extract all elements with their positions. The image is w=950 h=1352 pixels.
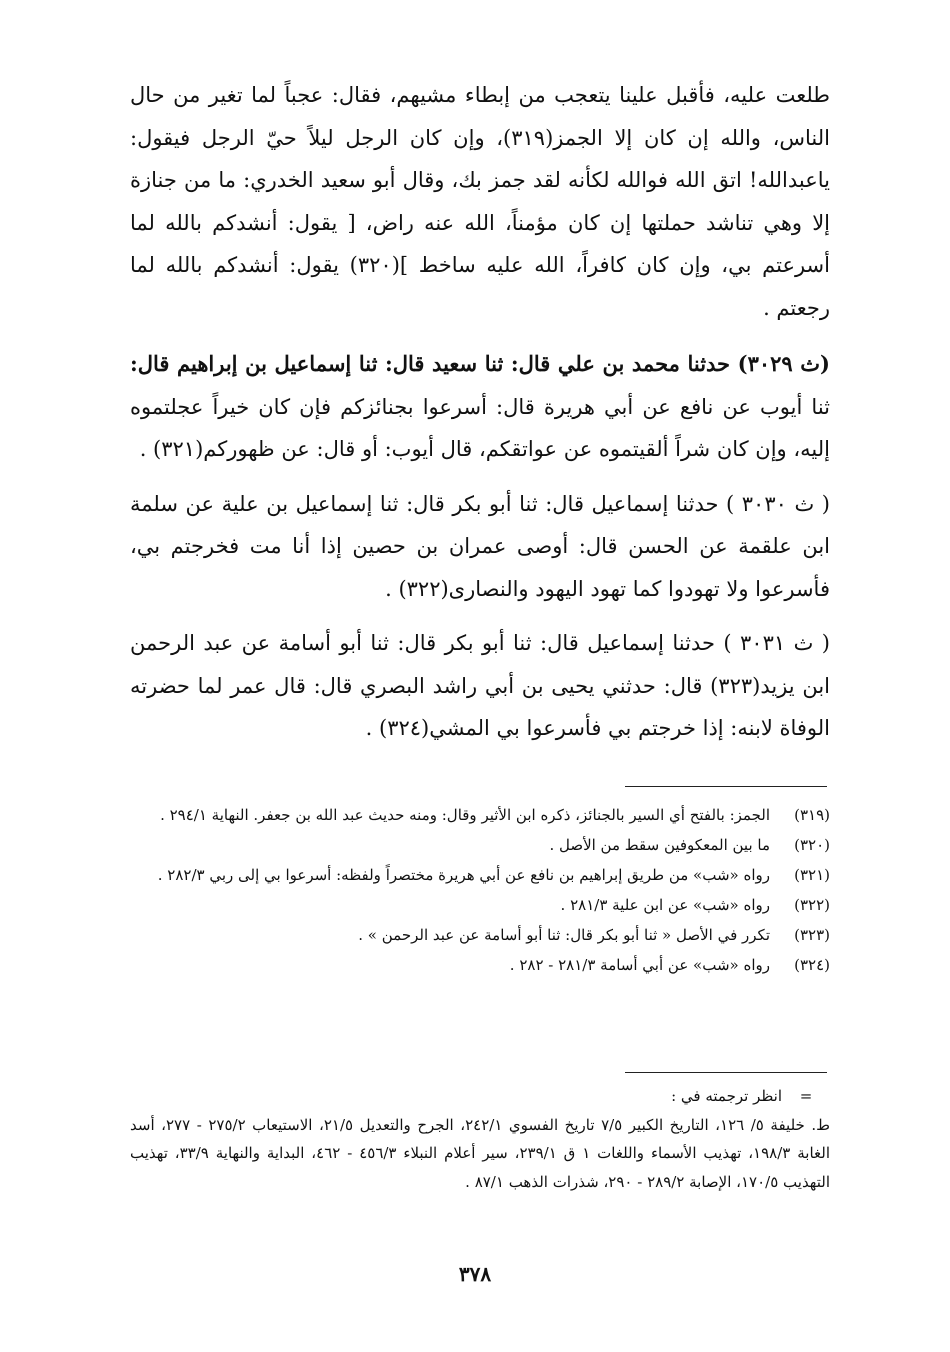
- footnote-319: [130, 800, 830, 830]
- hadith-3029: [130, 343, 830, 471]
- hadith-3029-isnad: (ث ٣٠٢٩) حدثنا محمد بن علي قال: ثنا سعيد قال: ثنا إسماعيل بن إبراهيم قال:: [130, 351, 830, 376]
- footnote-text: الجمز: بالفتح أي السير بالجنائز، ذكره ابن الأثير وقال: ومنه حديث عبد الله بن جعفر. النهاية ٢٩٤/١ .: [160, 806, 770, 824]
- biography-sources: ط. خليفة ٥/ ١٢٦، التاريخ الكبير ٧/٥ تاريخ الفسوي ٢٤٢/١، الجرح والتعديل ٢١/٥، الاستيعاب ٢٧٥/٢ - ٢٧٧، أسد الغابة ١٩٨/٣، تهذيب الأسماء واللغات ١ ق ٢٣٩/١، سير أعلام النبلاء ٤٥٦/٣ - ٤٦٢، البداية والنهاية ٣٣/٩، تهذيب التهذيب ١٧٠/٥، الإصابة ٢٨٩/٢ - ٢٩٠، شذرات الذهب ٨٧/١ .: [130, 1115, 830, 1191]
- hadith-3030: ( ث ٣٠٣٠ ) حدثنا إسماعيل قال: ثنا أبو بكر قال: ثنا إسماعيل بن علية عن سلمة ابن علقمة عن الحسن قال: أوصى عمران بن حصين إذا أنا مت فخرجتم بي، فأسرعوا ولا تهودوا كما تهود اليهود والنصارى(٣٢٢) .: [130, 491, 830, 601]
- continuation-marker: =: [799, 1087, 813, 1105]
- footnotes: [130, 800, 830, 980]
- footnote-number: (٣١٩): [794, 806, 830, 824]
- footnote-text: تكرر في الأصل « ثنا أبو بكر قال: ثنا أبو أسامة عن عبد الرحمن » .: [358, 926, 770, 944]
- biography-intro: انظر ترجمته في :: [671, 1087, 782, 1105]
- biography-references: [130, 1082, 830, 1196]
- footnote-number: (٣٢٢): [794, 896, 830, 914]
- footnote-number: (٣٢١): [794, 866, 830, 884]
- footnote-320: [130, 830, 830, 860]
- footnote-323: [130, 920, 830, 950]
- biography-intro-line: [130, 1082, 830, 1111]
- footnote-text: رواه «شب» عن أبي أسامة ٢٨١/٣ - ٢٨٢ .: [509, 956, 770, 974]
- hadith-3029-body: ثنا أيوب عن نافع عن أبي هريرة قال: أسرعوا بجنائزكم فإن كان خيراً عجلتموه إليه، وإن كان شراً ألقيتموه عن عواتقكم، قال أيوب: أو قال: عن ظهوركم(٣٢١) .: [130, 394, 830, 461]
- main-text: [130, 74, 830, 762]
- page-number: ٣٧٨: [458, 1262, 492, 1286]
- footnote-text: رواه «شب» عن ابن علية ٢٨١/٣ .: [560, 896, 770, 914]
- paragraph-continuation: طلعت عليه، فأقبل علينا يتعجب من إبطاء مشيهم، فقال: عجباً لما تغير من حال الناس، والله إن كان إلا الجمز(٣١٩)، وإن كان الرجل ليلاً حيّ الرجل فيقول: ياعبدالله! اتق الله فوالله لكأنه لقد جمز بك، وقال أبو سعيد الخدري: ما من جنازة إلا وهي تناشد حملتها إن كان مؤمناً، الله عنه راض، [ يقول: أنشدكم بالله لما أسرعتم بي، وإن كان كافراً، الله عليه ساخط ](٣٢٠) يقول: أنشدكم بالله لما رجعتم .: [130, 83, 830, 320]
- footnote-number: (٣٢٠): [794, 836, 830, 854]
- footnote-322: [130, 890, 830, 920]
- footnote-321: [130, 860, 830, 890]
- footnote-number: (٣٢٣): [794, 926, 830, 944]
- hadith-3031: ( ث ٣٠٣١ ) حدثنا إسماعيل قال: ثنا أبو بكر قال: ثنا أبو أسامة عن عبد الرحمن ابن يزيد(٣٢٣) قال: حدثني يحيى بن أبي راشد البصري قال: قال عمر لما حضرته الوفاة لابنه: إذا خرجتم بي فأسرعوا بي المشي(٣٢٤) .: [130, 631, 831, 740]
- footnote-text: ما بين المعكوفين سقط من الأصل .: [549, 836, 770, 854]
- biblio-separator: [625, 1072, 827, 1073]
- footnote-number: (٣٢٤): [794, 956, 830, 974]
- footnote-text: رواه «شب» من طريق إبراهيم بن نافع عن أبي هريرة مختصراً ولفظه: أسرعوا بي إلى ربي ٢٨٢/٣ .: [157, 866, 770, 884]
- footnote-separator: [625, 786, 827, 787]
- footnote-324: [130, 950, 830, 980]
